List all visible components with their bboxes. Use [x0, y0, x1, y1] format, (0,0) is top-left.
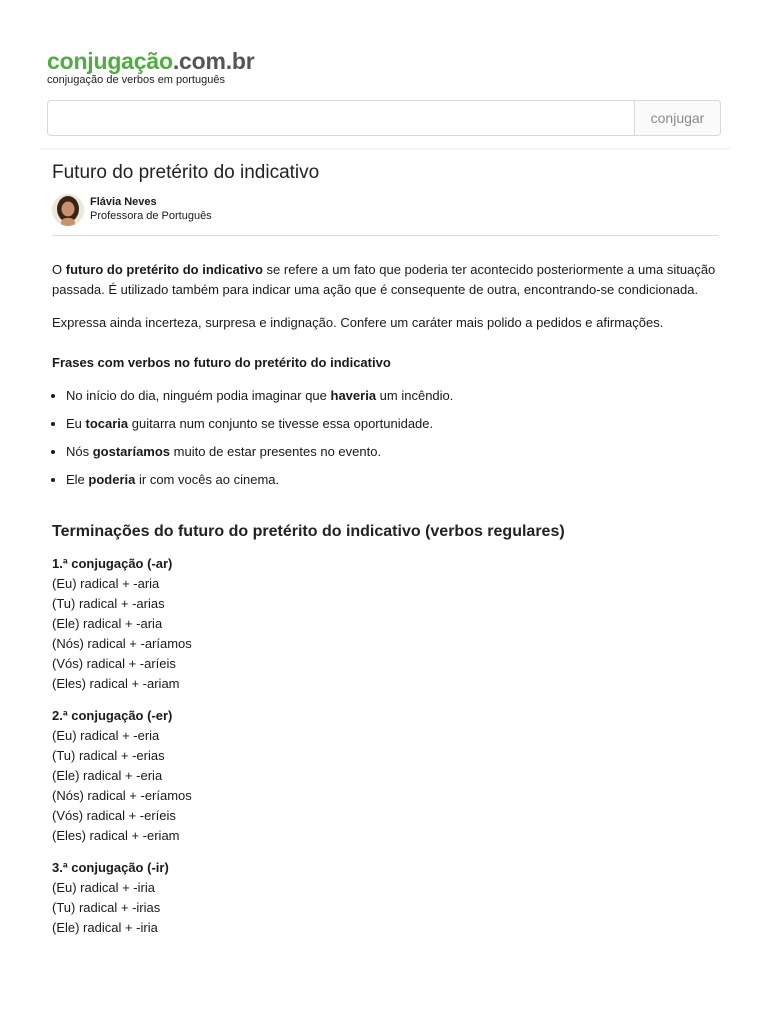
conjugation-line: (Vós) radical + -eríeis	[52, 808, 176, 823]
conjugation-line: (Eu) radical + -aria	[52, 576, 160, 591]
example-text: Eu	[66, 416, 86, 431]
logo-text-gray: .com.br	[172, 48, 255, 74]
example-text: ir com vocês ao cinema.	[135, 472, 280, 487]
intro-text-post: se refere a um fato que poderia ter acontecido posteriormente a uma situação passada. É utilizado também para indicar uma ação que é consequente de outra, encontrando-se condicionada.	[52, 262, 716, 297]
example-verb: haveria	[330, 388, 377, 403]
search-bar	[47, 100, 721, 136]
conjugation-title: 3.ª conjugação (-ir)	[52, 860, 169, 875]
intro-text-pre: O	[52, 262, 66, 277]
conjugation-line: (Eu) radical + -iria	[52, 880, 155, 895]
conjugar-button[interactable]: conjugar	[634, 101, 720, 135]
conjugation-line: (Ele) radical + -iria	[52, 920, 158, 935]
example-text: Ele	[66, 472, 89, 487]
conjugation-line: (Eu) radical + -eria	[52, 728, 160, 743]
site-logo[interactable]	[47, 46, 254, 76]
example-item	[66, 470, 718, 490]
conjugation-title: 1.ª conjugação (-ar)	[52, 556, 173, 571]
example-verb: gostaríamos	[92, 444, 171, 459]
intro-text-bold: futuro do pretérito do indicativo	[65, 262, 263, 277]
author-role: Professora de Português	[90, 210, 212, 222]
article-body	[52, 260, 718, 950]
author-block	[52, 194, 718, 226]
conjugation-block-ar	[52, 554, 718, 694]
conjugation-line: (Eles) radical + -ariam	[52, 676, 180, 691]
conjugation-line: (Eles) radical + -eriam	[52, 828, 180, 843]
paragraph-2: Expressa ainda incerteza, surpresa e indignação. Confere um caráter mais polido a pedidos e afirmações.	[52, 315, 664, 330]
logo-text-green: conjugação	[47, 48, 173, 74]
example-verb: poderia	[88, 472, 136, 487]
conjugation-line: (Nós) radical + -aríamos	[52, 636, 192, 651]
conjugation-line: (Nós) radical + -eríamos	[52, 788, 192, 803]
conjugation-line: (Tu) radical + -erias	[52, 748, 165, 763]
site-tagline: conjugação de verbos em português	[47, 74, 225, 86]
conjugation-line: (Vós) radical + -aríeis	[52, 656, 176, 671]
example-text: No início do dia, ninguém podia imaginar que	[66, 388, 331, 403]
intro-paragraph	[52, 260, 718, 300]
site-header	[0, 0, 768, 150]
search-input[interactable]	[48, 101, 634, 135]
example-verb: tocaria	[85, 416, 129, 431]
conjugation-line: (Tu) radical + -arias	[52, 596, 165, 611]
example-text: Nós	[66, 444, 93, 459]
author-name[interactable]: Flávia Neves	[90, 196, 157, 208]
examples-list	[52, 386, 718, 490]
page-title: Futuro do pretérito do indicativo	[52, 162, 320, 183]
conjugation-block-er	[52, 706, 718, 846]
endings-heading: Terminações do futuro do pretérito do indicativo (verbos regulares)	[52, 523, 565, 540]
example-text: guitarra num conjunto se tivesse essa oportunidade.	[128, 416, 434, 431]
example-text: muito de estar presentes no evento.	[170, 444, 382, 459]
conjugation-line: (Ele) radical + -eria	[52, 768, 163, 783]
example-text: um incêndio.	[376, 388, 454, 403]
conjugation-line: (Tu) radical + -irias	[52, 900, 161, 915]
author-avatar	[52, 194, 84, 226]
author-divider	[52, 235, 718, 236]
conjugation-title: 2.ª conjugação (-er)	[52, 708, 173, 723]
example-item	[66, 414, 718, 434]
conjugation-block-ir	[52, 858, 718, 938]
conjugation-line: (Ele) radical + -aria	[52, 616, 163, 631]
example-item	[66, 386, 718, 406]
example-item	[66, 442, 718, 462]
examples-heading: Frases com verbos no futuro do pretérito do indicativo	[52, 355, 391, 370]
header-divider	[40, 148, 730, 151]
